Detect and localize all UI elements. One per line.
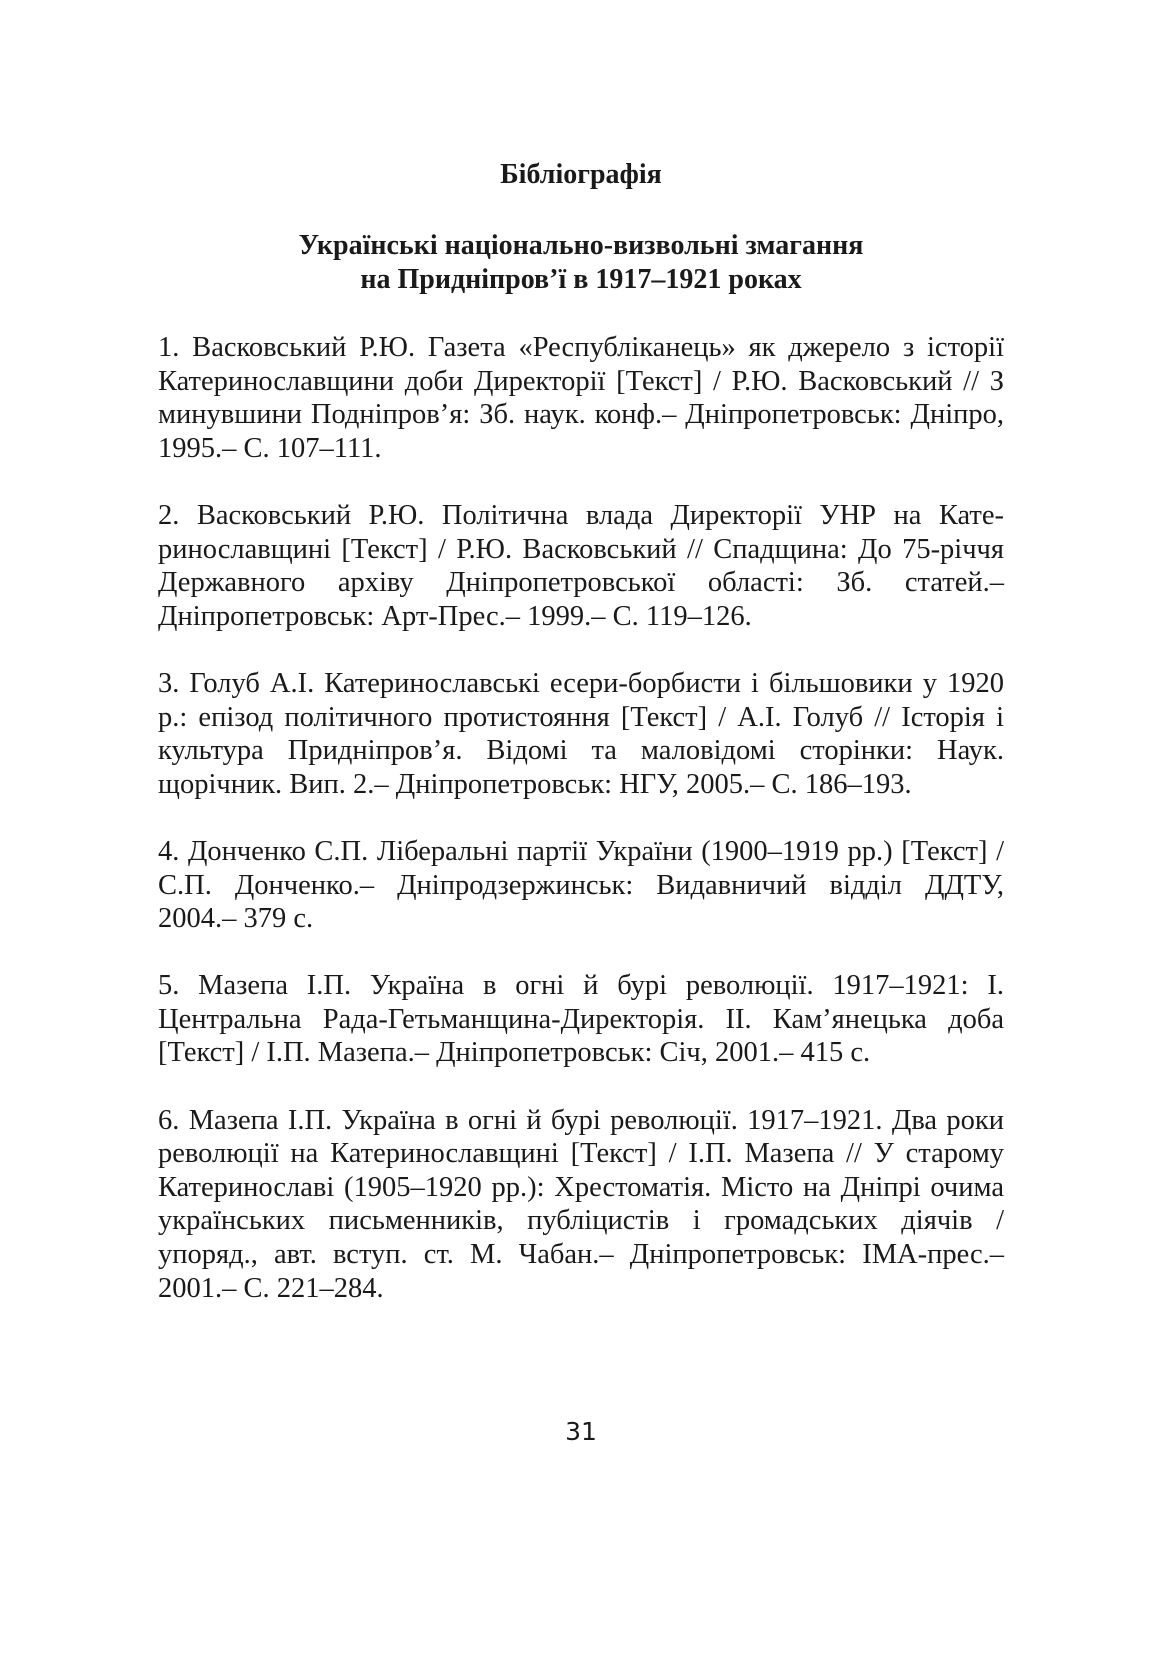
bibliography-entry-3: 3. Голуб А.І. Катеринославські есери-борбисти і більшовики у 1920 р.: епізод політичного протистояння [Текст] / А.І. Голуб // Історія і культура Придніпров’я. Відомі та маловідомі сторінки: Наук. щорічник. Вип. 2.– Дніпропетровськ: НГУ, 2005.– С. 186–193. (158, 667, 1004, 800)
bibliography-entry-5: 5. Мазепа І.П. Україна в огні й бурі революції. 1917–1921: І. Центральна Рада-Гетьманщина-Директорія. ІІ. Кам’янецька доба [Текст] / І.П. Мазепа.– Дніпропетровськ: Січ, 2001.– 415 с. (158, 970, 1004, 1069)
section-title (0, 229, 1162, 297)
section-title-line-2: на Придніпров’ї в 1917–1921 роках (360, 264, 802, 295)
bibliography-entry-6: 6. Мазепа І.П. Україна в огні й бурі революції. 1917–1921. Два роки революції на Катеринославщині [Текст] / І.П. Мазепа // У старому Катеринославі (1905–1920 рр.): Хрестоматія. Місто на Дніпрі очима українських письменників, публіцистів і громадських діячів / упоряд., авт. вступ. ст. М. Чабан.– Дніпропетровськ: ІМА-прес.– 2001.– С. 221–284. (158, 1104, 1004, 1304)
page-number: 31 (565, 1417, 597, 1446)
bibliography-entry-1: 1. Васковський Р.Ю. Газета «Республіканець» як джерело з історії Катеринославщини доби Директорії [Текст] / Р.Ю. Васковський // З минувшини Подніпров’я: Зб. наук. конф.– Дніпропетровськ: Дніпро, 1995.– С. 107–111. (158, 332, 1004, 464)
section-title-line-1: Українські національно-визвольні змагання (298, 230, 864, 261)
bibliography-entry-2: 2. Васковський Р.Ю. Політична влада Директорії УНР на Катеринославщині [Текст] / Р.Ю. Васковський // Спадщина: До 75-річчя Державного архіву Дніпропетровської області: Зб. статей.– Дніпропетровськ: Арт-Прес.– 1999.– С. 119–126. (158, 499, 1004, 632)
page-heading: Бібліографія (500, 159, 662, 190)
bibliography-entry-4: 4. Донченко С.П. Ліберальні партії України (1900–1919 рр.) [Текст] / С.П. Донченко.– Дніпродзержинськ: Видавничий відділ ДДТУ, 2004.– 379 с. (158, 835, 1004, 935)
bibliography-list (158, 331, 1004, 1305)
